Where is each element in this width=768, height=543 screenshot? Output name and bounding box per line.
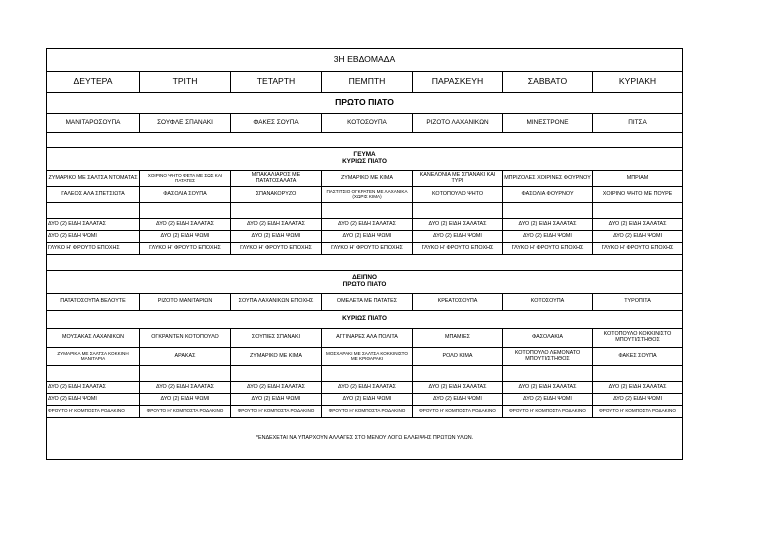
menu-cell: ΖΥΜΑΡΙΚΟ ΜΕ ΚΙΜΑ — [231, 348, 322, 366]
menu-cell: ΚΑΝΕΛΟΝΙΑ ΜΕ ΣΠΑΝΑΚΙ ΚΑΙ ΤΥΡΙ — [413, 171, 503, 187]
lunch-first-row — [47, 114, 683, 133]
dinner-main-row-1 — [47, 329, 683, 348]
menu-cell: ΦΡΟΥΤΟ Η' ΚΟΜΠΟΣΤΑ ΡΟΔΑΚΙΝΟ — [140, 406, 231, 418]
menu-cell: ΓΛΥΚΟ Η' ΦΡΟΥΤΟ ΕΠΟΧΗΣ — [413, 243, 503, 255]
menu-cell: ΡΙΖΟΤΟ ΜΑΝΙΤΑΡΙΩΝ — [140, 294, 231, 311]
menu-cell: ΓΛΥΚΟ Η' ΦΡΟΥΤΟ ΕΠΟΧΗΣ — [47, 243, 140, 255]
menu-cell: ΑΡΑΚΑΣ — [140, 348, 231, 366]
menu-cell: ΔΥΟ (2) ΕΙΔΗ ΣΑΛΑΤΑΣ — [413, 382, 503, 394]
menu-cell: ΔΥΟ (2) ΕΙΔΗ ΣΑΛΑΤΑΣ — [322, 382, 413, 394]
lunch-dessert-row — [47, 243, 683, 255]
section-lunch-main — [47, 148, 683, 171]
day-header: ΤΡΙΤΗ — [140, 72, 231, 93]
menu-cell: ΦΡΟΥΤΟ Η' ΚΟΜΠΟΣΤΑ ΡΟΔΑΚΙΝΟ — [413, 406, 503, 418]
weekly-menu-table — [46, 48, 683, 460]
menu-cell: ΔΥΟ (2) ΕΙΔΗ ΨΩΜΙ — [503, 394, 593, 406]
menu-cell: ΖΥΜΑΡΙΚΑ ΜΕ ΣΑΛΤΣΑ ΚΟΚΚΙΝΗ ΜΑΝΙΤΑΡΙΑ — [47, 348, 140, 366]
menu-cell: ΟΓΚΡΑΝΤΕΝ ΚΟΤΟΠΟΥΛΟ — [140, 329, 231, 348]
menu-cell: ΦΑΚΕΣ ΣΟΥΠΑ — [593, 348, 683, 366]
menu-cell: ΣΟΥΦΛΕ ΣΠΑΝΑΚΙ — [140, 114, 231, 133]
menu-cell: ΔΥΟ (2) ΕΙΔΗ ΨΩΜΙ — [322, 231, 413, 243]
week-title: 3Η ΕΒΔΟΜΑΔΑ — [47, 49, 683, 72]
menu-cell: ΣΟΥΠΙΕΣ ΣΠΑΝΑΚΙ — [231, 329, 322, 348]
menu-cell: ΣΟΥΠΑ ΛΑΧΑΝΙΚΩΝ ΕΠΟΧΗΣ — [231, 294, 322, 311]
menu-cell: ΦΑΣΟΛΑΚΙΑ — [503, 329, 593, 348]
menu-cell: ΜΠΑΜΙΕΣ — [413, 329, 503, 348]
menu-cell: ΠΑΣΤΙΤΣΙΟ ΟΓΚΡΑΤΕΝ ΜΕ ΛΑΧΑΝΙΚΑ (ΧΩΡΙΣ ΚΙΜΑ) — [322, 187, 413, 203]
menu-cell: ΚΟΤΟΠΟΥΛΟ ΛΕΜΟΝΑΤΟ ΜΠΟΥΤΙ/ΣΤΗΘΟΣ — [503, 348, 593, 366]
menu-cell: ΚΟΤΟΣΟΥΠΑ — [322, 114, 413, 133]
menu-cell: ΧΟΙΡΙΝΟ ΨΗΤΟ ΜΕ ΠΟΥΡΕ — [593, 187, 683, 203]
menu-cell: ΔΥΟ (2) ΕΙΔΗ ΣΑΛΑΤΑΣ — [413, 219, 503, 231]
menu-cell: ΔΥΟ (2) ΕΙΔΗ ΣΑΛΑΤΑΣ — [231, 219, 322, 231]
menu-cell: ΔΥΟ (2) ΕΙΔΗ ΨΩΜΙ — [47, 394, 140, 406]
section-first-course: ΠΡΩΤΟ ΠΙΑΤΟ — [47, 93, 683, 114]
menu-cell: ΔΥΟ (2) ΕΙΔΗ ΣΑΛΑΤΑΣ — [322, 219, 413, 231]
menu-cell: ΣΠΑΝΑΚΟΡΥΖΟ — [231, 187, 322, 203]
spacer-row — [47, 133, 683, 148]
menu-cell: ΔΥΟ (2) ΕΙΔΗ ΣΑΛΑΤΑΣ — [47, 219, 140, 231]
dinner-first-row — [47, 294, 683, 311]
menu-cell: ΠΑΤΑΤΟΣΟΥΠΑ ΒΕΛΟΥΤΕ — [47, 294, 140, 311]
menu-cell: ΜΠΡΙΑΜ — [593, 171, 683, 187]
menu-cell: ΚΟΤΟΣΟΥΠΑ — [503, 294, 593, 311]
menu-cell: ΔΥΟ (2) ΕΙΔΗ ΨΩΜΙ — [140, 394, 231, 406]
dinner-main-row-2 — [47, 348, 683, 366]
day-header: ΣΑΒΒΑΤΟ — [503, 72, 593, 93]
spacer-row — [47, 203, 683, 219]
day-header: ΔΕΥΤΕΡΑ — [47, 72, 140, 93]
menu-cell: ΔΥΟ (2) ΕΙΔΗ ΨΩΜΙ — [503, 231, 593, 243]
menu-cell: ΔΥΟ (2) ΕΙΔΗ ΨΩΜΙ — [593, 231, 683, 243]
menu-cell: ΚΡΕΑΤΟΣΟΥΠΑ — [413, 294, 503, 311]
menu-cell: ΔΥΟ (2) ΕΙΔΗ ΣΑΛΑΤΑΣ — [593, 219, 683, 231]
spacer-row — [47, 366, 683, 382]
menu-cell: ΔΥΟ (2) ΕΙΔΗ ΣΑΛΑΤΑΣ — [231, 382, 322, 394]
lunch-bread-row — [47, 231, 683, 243]
menu-cell: ΔΥΟ (2) ΕΙΔΗ ΨΩΜΙ — [231, 231, 322, 243]
menu-cell: ΔΥΟ (2) ΕΙΔΗ ΣΑΛΑΤΑΣ — [593, 382, 683, 394]
lunch-label: ΓΕΥΜΑ — [353, 151, 376, 159]
section-dinner-first — [47, 271, 683, 294]
lunch-main-row-1 — [47, 171, 683, 187]
dinner-bread-row — [47, 394, 683, 406]
menu-cell: ΔΥΟ (2) ΕΙΔΗ ΣΑΛΑΤΑΣ — [140, 219, 231, 231]
menu-cell: ΔΥΟ (2) ΕΙΔΗ ΣΑΛΑΤΑΣ — [503, 382, 593, 394]
menu-cell: ΧΟΙΡΙΝΟ ΨΗΤΟ ΦΕΤΑ ΜΕ ΣΩΣ ΚΑΙ ΠΑΤΑΤΕΣ — [140, 171, 231, 187]
section-dinner-main: ΚΥΡΙΩΣ ΠΙΑΤΟ — [47, 311, 683, 329]
menu-cell: ΜΟΥΣΑΚΑΣ ΛΑΧΑΝΙΚΩΝ — [47, 329, 140, 348]
menu-cell: ΜΙΝΕΣΤΡΟΝΕ — [503, 114, 593, 133]
lunch-salad-row — [47, 219, 683, 231]
first-course-label: ΠΡΩΤΟ ΠΙΑΤΟ — [342, 281, 387, 288]
menu-cell: ΦΡΟΥΤΟ Η' ΚΟΜΠΟΣΤΑ ΡΟΔΑΚΙΝΟ — [593, 406, 683, 418]
menu-cell: ΔΥΟ (2) ΕΙΔΗ ΨΩΜΙ — [140, 231, 231, 243]
day-header: ΠΑΡΑΣΚΕΥΗ — [413, 72, 503, 93]
menu-cell: ΓΑΛΕΟΣ ΑΛΑ ΣΠΕΤΣΙΩΤΑ — [47, 187, 140, 203]
dinner-salad-row — [47, 382, 683, 394]
menu-cell: ΔΥΟ (2) ΕΙΔΗ ΨΩΜΙ — [413, 231, 503, 243]
day-header: ΠΕΜΠΤΗ — [322, 72, 413, 93]
menu-cell: ΔΥΟ (2) ΕΙΔΗ ΨΩΜΙ — [322, 394, 413, 406]
menu-cell: ΜΠΡΙΖΟΛΕΣ ΧΟΙΡΙΝΕΣ ΦΟΥΡΝΟΥ — [503, 171, 593, 187]
menu-cell: ΔΥΟ (2) ΕΙΔΗ ΨΩΜΙ — [231, 394, 322, 406]
menu-cell: ΓΛΥΚΟ Η' ΦΡΟΥΤΟ ΕΠΟΧΗΣ — [593, 243, 683, 255]
menu-cell: ΜΠΑΚΑΛΙΑΡΟΣ ΜΕ ΠΑΤΑΤΟΣΑΛΑΤΑ — [231, 171, 322, 187]
menu-cell: ΠΙΤΣΑ — [593, 114, 683, 133]
menu-cell: ΖΥΜΑΡΙΚΟ ΜΕ ΚΙΜΑ — [322, 171, 413, 187]
menu-cell: ΓΛΥΚΟ Η' ΦΡΟΥΤΟ ΕΠΟΧΗΣ — [503, 243, 593, 255]
menu-cell: ΔΥΟ (2) ΕΙΔΗ ΣΑΛΑΤΑΣ — [503, 219, 593, 231]
day-header: ΚΥΡΙΑΚΗ — [593, 72, 683, 93]
menu-cell: ΤΥΡΟΠΙΤΑ — [593, 294, 683, 311]
menu-cell: ΓΛΥΚΟ Η' ΦΡΟΥΤΟ ΕΠΟΧΗΣ — [140, 243, 231, 255]
menu-cell: ΜΑΝΙΤΑΡΟΣΟΥΠΑ — [47, 114, 140, 133]
menu-cell: ΜΟΣΧΑΡΑΚΙ ΜΕ ΣΑΛΤΣΑ ΚΟΚΚΙΝΙΣΤΟ ΜΕ ΚΡΙΘΑΡΑΚΙ — [322, 348, 413, 366]
menu-cell: ΦΡΟΥΤΟ Η' ΚΟΜΠΟΣΤΑ ΡΟΔΑΚΙΝΟ — [322, 406, 413, 418]
menu-cell: ΓΛΥΚΟ Η' ΦΡΟΥΤΟ ΕΠΟΧΗΣ — [322, 243, 413, 255]
menu-cell: ΟΜΕΛΕΤΑ ΜΕ ΠΑΤΑΤΕΣ — [322, 294, 413, 311]
day-header: ΤΕΤΑΡΤΗ — [231, 72, 322, 93]
dinner-dessert-row — [47, 406, 683, 418]
menu-cell: ΦΡΟΥΤΟ Η' ΚΟΜΠΟΣΤΑ ΡΟΔΑΚΙΝΟ — [47, 406, 140, 418]
dinner-label: ΔΕΙΠΝΟ — [352, 274, 377, 282]
menu-cell: ΔΥΟ (2) ΕΙΔΗ ΣΑΛΑΤΑΣ — [140, 382, 231, 394]
days-header-row — [47, 72, 683, 93]
menu-cell: ΡΙΖΟΤΟ ΛΑΧΑΝΙΚΩΝ — [413, 114, 503, 133]
menu-cell: ΚΟΤΟΠΟΥΛΟ ΨΗΤΟ — [413, 187, 503, 203]
menu-cell: ΚΟΤΟΠΟΥΛΟ ΚΟΚΚΙΝΙΣΤΟ ΜΠΟΥΤΙ/ΣΤΗΘΟΣ — [593, 329, 683, 348]
footnote: *ΕΝΔΕΧΕΤΑΙ ΝΑ ΥΠΑΡΧΟΥΝ ΑΛΛΑΓΕΣ ΣΤΟ ΜΕΝΟΥ ΛΟΓΩ ΕΛΛΕΙΨΗΣ ΠΡΩΤΩΝ ΥΛΩΝ. — [47, 418, 683, 460]
menu-cell: ΑΓΓΙΝΑΡΕΣ ΑΛΑ ΠΟΛΙΤΑ — [322, 329, 413, 348]
menu-cell: ΡΟΛΟ ΚΙΜΑ — [413, 348, 503, 366]
menu-cell: ΔΥΟ (2) ΕΙΔΗ ΨΩΜΙ — [593, 394, 683, 406]
menu-cell: ΦΡΟΥΤΟ Η' ΚΟΜΠΟΣΤΑ ΡΟΔΑΚΙΝΟ — [503, 406, 593, 418]
menu-cell: ΦΡΟΥΤΟ Η' ΚΟΜΠΟΣΤΑ ΡΟΔΑΚΙΝΟ — [231, 406, 322, 418]
menu-cell: ΦΑΣΟΛΙΑ ΣΟΥΠΑ — [140, 187, 231, 203]
main-course-label: ΚΥΡΙΩΣ ΠΙΑΤΟ — [342, 158, 387, 165]
menu-cell: ΔΥΟ (2) ΕΙΔΗ ΨΩΜΙ — [413, 394, 503, 406]
menu-cell: ΓΛΥΚΟ Η' ΦΡΟΥΤΟ ΕΠΟΧΗΣ — [231, 243, 322, 255]
menu-cell: ΔΥΟ (2) ΕΙΔΗ ΨΩΜΙ — [47, 231, 140, 243]
menu-cell: ΦΑΣΟΛΙΑ ΦΟΥΡΝΟΥ — [503, 187, 593, 203]
menu-cell: ΦΑΚΕΣ ΣΟΥΠΑ — [231, 114, 322, 133]
menu-cell: ΔΥΟ (2) ΕΙΔΗ ΣΑΛΑΤΑΣ — [47, 382, 140, 394]
menu-cell: ΖΥΜΑΡΙΚΟ ΜΕ ΣΑΛΤΣΑ ΝΤΟΜΑΤΑΣ — [47, 171, 140, 187]
lunch-main-row-2 — [47, 187, 683, 203]
spacer-row — [47, 255, 683, 271]
